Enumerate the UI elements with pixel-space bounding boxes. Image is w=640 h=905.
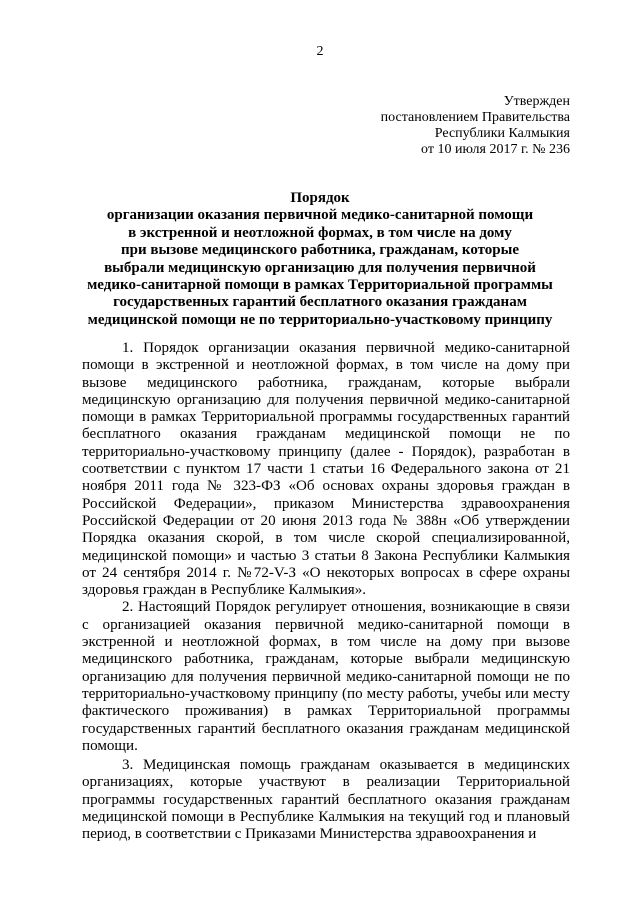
approval-line: постановлением Правительства — [380, 110, 570, 125]
paragraph-2: 2. Настоящий Порядок регулирует отношения, возникающие в связи с организацией оказания первичной медико-санитарной помощи в экстренной и неотложной формах, в том числе на дому при вызове медицинского работника, гражданам, которые выбрали медицинскую организацию для получения первичной медико-санитарной помощи не по территориально-участковому принципу (по месту работы, учебы или месту фактического проживания) в рамках Территориальной программы государственных гарантий бесплатного оказания гражданам медицинской помощи. — [82, 599, 570, 754]
approval-stamp-block — [381, 94, 570, 158]
approval-line: Утвержден — [503, 94, 570, 109]
approval-line: Республики Калмыкия — [434, 126, 570, 141]
title-line: медицинской помощи не по территориально-участковому принципу — [87, 311, 553, 328]
title-line: выбрали медицинскую организацию для получения первичной — [104, 259, 536, 276]
title-line: Порядок — [290, 190, 350, 206]
title-line: государственных гарантий бесплатного оказания гражданам — [113, 294, 527, 311]
paragraph-3: 3. Медицинская помощь гражданам оказывается в медицинских организациях, которые участвуют в реализации Территориальной программы государственных гарантий бесплатного оказания гражданам медицинской помощи в Республике Калмыкия на текущий год и плановый период, в соответствии с Приказами Министерства здравоохранения и — [82, 757, 570, 843]
approval-line: от 10 июля 2017 г. № 236 — [421, 142, 570, 157]
title-line: в экстренной и неотложной формах, в том числе на дому — [128, 224, 512, 241]
title-line: медико-санитарной помощи в рамках Территориальной программы — [87, 277, 553, 294]
document-body — [82, 340, 570, 844]
title-line: организации оказания первичной медико-санитарной помощи — [106, 207, 534, 224]
paragraph-1: 1. Порядок организации оказания первичной медико-санитарной помощи в экстренной и неотложной формах, в том числе на дому при вызове медицинского работника, гражданам, которые выбрали медицинскую организацию для получения первичной медико-санитарной помощи в рамках Территориальной программы государственных гарантий бесплатного оказания гражданам медицинской помощи не по территориально-участковому принципу (далее - Порядок), разработан в соответствии с пунктом 17 части 1 статьи 16 Федерального закона от 21 ноября 2011 года № 323-ФЗ «Об основах охраны здоровья граждан в Российской Федерации», приказом Министерства здравоохранения Российской Федерации от 20 июня 2013 года № 388н «Об утверждении Порядка оказания скорой, в том числе скорой специализированной, медицинской помощи» и частью 3 статьи 8 Закона Республики Калмыкия от 24 сентября 2014 г. №72-V-З «О некоторых вопросах в сфере охраны здоровья граждан в Республике Калмыкия». — [82, 340, 570, 599]
page-number: 2 — [316, 44, 324, 59]
document-title — [70, 190, 570, 329]
title-line: при вызове медицинского работника, гражданам, которые — [120, 242, 519, 259]
